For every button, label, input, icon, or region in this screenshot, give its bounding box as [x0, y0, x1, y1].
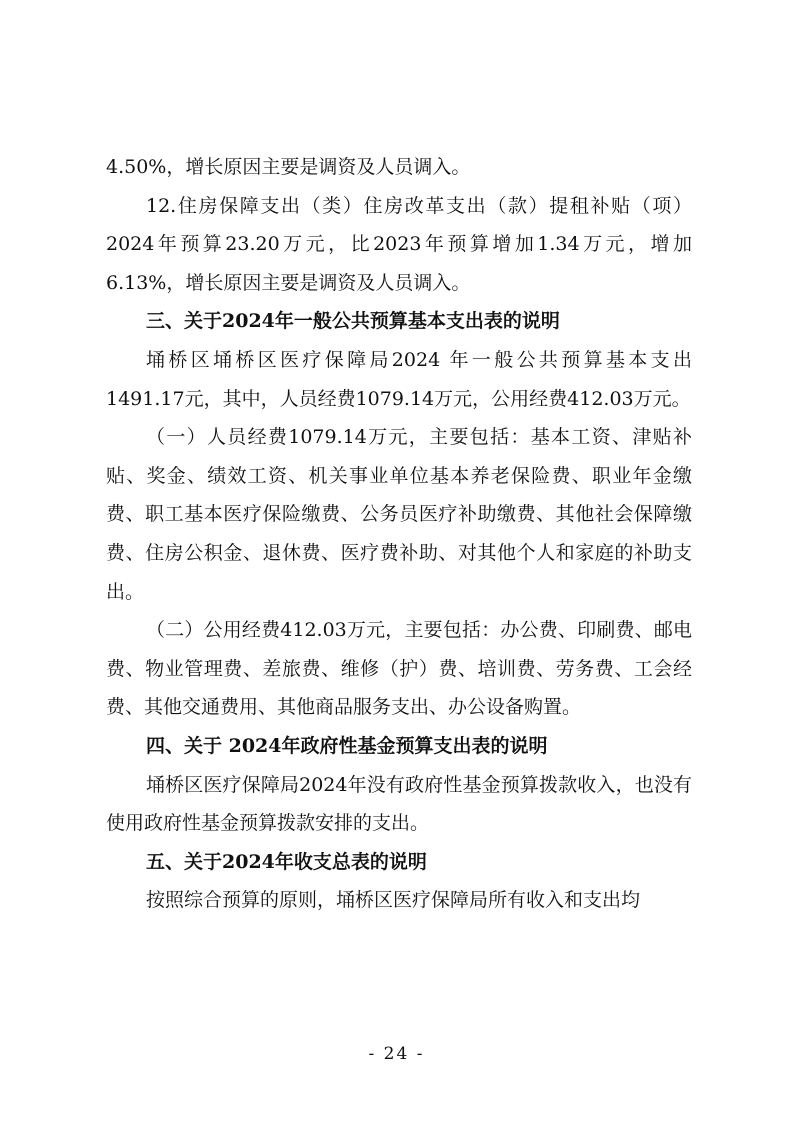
page-number: - 24 - — [368, 1044, 425, 1064]
paragraph-4: （一）人员经费1079.14万元，主要包括：基本工资、津贴补贴、奖金、绩效工资、机关事业单位基本养老保险费、职业年金缴费、职工基本医疗保险缴费、公务员医疗补助缴费、其他社会保障缴费、住房公积金、退休费、医疗费补助、对其他个人和家庭的补助支出。 — [106, 426, 692, 603]
section-heading-4: 四、关于 2024年政府性基金预算支出表的说明 — [146, 734, 548, 757]
paragraph-3: 埇桥区埇桥区医疗保障局2024 年一般公共预算基本支出1491.17元，其中，人员经费1079.14万元，公用经费412.03万元。 — [106, 348, 692, 410]
paragraph-6: 埇桥区医疗保障局2024年没有政府性基金预算拨款收入，也没有使用政府性基金预算拨款安排的支出。 — [106, 773, 692, 835]
paragraph-7: 按照综合预算的原则，埇桥区医疗保障局所有收入和支出均 — [146, 889, 641, 912]
paragraph-5: （二）公用经费412.03万元，主要包括：办公费、印刷费、邮电费、物业管理费、差旅费、维修（护）费、培训费、劳务费、工会经费、其他交通费用、其他商品服务支出、办公设备购置。 — [106, 619, 692, 719]
section-heading-3: 三、关于2024年一般公共预算基本支出表的说明 — [146, 310, 560, 333]
section-heading-5: 五、关于2024年收支总表的说明 — [146, 850, 427, 873]
document-body — [106, 148, 692, 920]
paragraph-1: 4.50%，增长原因主要是调资及人员调入。 — [106, 156, 471, 178]
paragraph-2: 12.住房保障支出（类）住房改革支出（款）提租补贴（项）2024年预算23.20万元，比2023年预算增加1.34万元，增加6.13%，增长原因主要是调资及人员调入。 — [106, 194, 692, 294]
